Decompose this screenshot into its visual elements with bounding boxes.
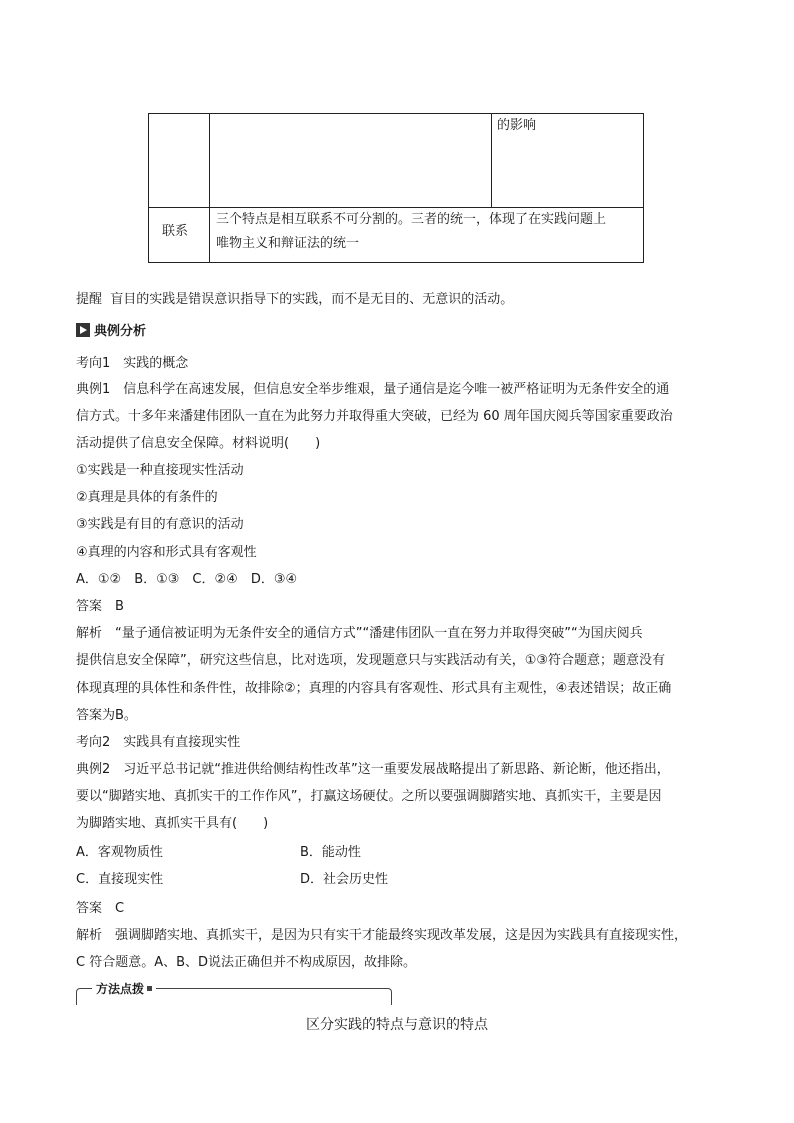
table-divider [491, 113, 492, 207]
reminder-label: 提醒 [76, 292, 103, 307]
table-cell-effect: 的影响 [497, 118, 537, 133]
q2-stem: 为脚踏实地、真抓实干具有( ) [76, 816, 269, 831]
q1-stem: 信方式。十多年来潘建伟团队一直在为此努力并取得重大突破，已经为 60 周年国庆阅兵等国家重要政治 [76, 409, 673, 424]
q2-analysis: 解析 强调脚踏实地、真抓实干，是因为只有实干才能最终实现改革发展，这是因为实践具有直接现实性， [76, 928, 688, 943]
table-row-text: 三个特点是相互联系不可分割的。三者的统一，体现了在实践问题上 [216, 212, 607, 227]
q2-option-a: A．客观物质性 [76, 845, 163, 860]
q2-option-d: D．社会历史性 [300, 872, 389, 887]
q2-direction: 考向2 实践具有直接现实性 [76, 735, 241, 750]
table-row-label: 联系 [162, 224, 189, 239]
q1-answer: 答案 B [76, 599, 124, 614]
q2-stem: 典例2 习近平总书记就“推进供给侧结构性改革”这一重要发展战略提出了新思路、新论断，他还指出， [76, 762, 670, 777]
q2-analysis: C 符合题意。A、B、D说法正确但并不构成原因，故排除。 [76, 955, 417, 970]
q1-stem: 典例1 信息科学在高速发展，但信息安全举步维艰，量子通信是迄今唯一被严格证明为无条件安全的通 [76, 382, 670, 397]
q2-stem: 要以“脚踏实地、真抓实干的工作作风”，打赢这场硬仗。之所以要强调脚踏实地、真抓实干，主要是因 [76, 789, 662, 804]
method-title: 区分实践的特点与意识的特点 [306, 1017, 488, 1033]
q1-option: ②真理是具体的有条件的 [76, 490, 218, 505]
q1-direction: 考向1 实践的概念 [76, 356, 189, 371]
q2-option-b: B．能动性 [300, 845, 361, 860]
q1-analysis: 体现真理的具体性和条件性，故排除②；真理的内容具有客观性、形式具有主观性，④表述错误；故正确 [76, 681, 672, 696]
q1-analysis: 答案为B。 [76, 708, 137, 723]
q1-option: ①实践是一种直接现实性活动 [76, 463, 244, 478]
q1-option: ④真理的内容和形式具有客观性 [76, 545, 257, 560]
q2-option-c: C．直接现实性 [76, 872, 164, 887]
section-title: 典例分析 [76, 322, 146, 342]
reminder [76, 290, 513, 310]
reminder-text: 盲目的实践是错误意识指导下的实践，而不是无目的、无意识的活动。 [110, 292, 514, 307]
q1-option: ③实践是有目的有意识的活动 [76, 517, 244, 532]
method-label: 方法点拨 [92, 981, 156, 997]
q2-answer: 答案 C [76, 901, 125, 916]
table-row-text: 唯物主义和辩证法的统一 [216, 236, 360, 251]
q1-analysis: 解析 “量子通信被证明为无条件安全的通信方式”“潘建伟团队一直在努力并取得突破”“为国庆阅兵 [76, 626, 643, 641]
q1-analysis: 提供信息安全保障”，研究这些信息，比对选项，发现题意只与实践活动有关，①③符合题意；题意没有 [76, 653, 666, 668]
table-divider [209, 113, 210, 263]
q1-stem: 活动提供了信息安全保障。材料说明( ) [76, 436, 321, 451]
q1-choices: A．①② B．①③ C．②④ D．③④ [76, 572, 298, 587]
square-icon [147, 986, 152, 991]
play-icon [76, 323, 90, 337]
